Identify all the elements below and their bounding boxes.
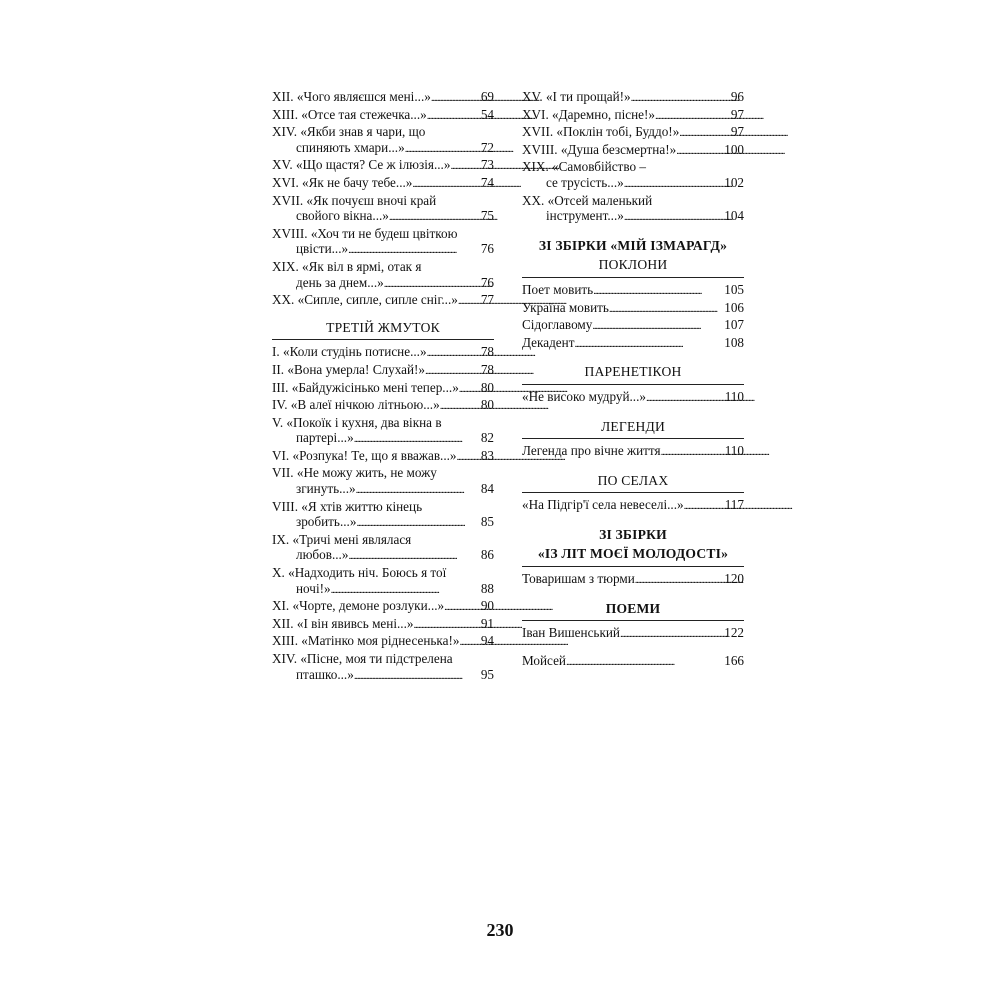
toc-page-number: 110 [724,388,744,404]
toc-entry-title-line: VII. «Не можу жить, не можу [272,465,437,481]
toc-entry-title: XII. «Чого являєшся мені...» [272,89,431,104]
toc-entry-title: ночі!» [296,580,331,596]
dot-leader [679,124,730,142]
toc-list-continued [522,89,744,226]
toc-entry-title: VI. «Розпука! Те, що я вважав...» [272,447,457,463]
heading-rule [522,384,744,385]
toc-entry [522,653,744,671]
toc-entry-title: партері...» [296,430,354,446]
toc-entry-row [272,157,494,175]
dot-leader [684,497,724,515]
toc-entry [272,565,494,598]
toc-entry-row [272,547,494,565]
toc-page-number: 96 [730,89,744,104]
toc-entry-row [522,107,744,125]
toc-entry-title: Поет мовить [522,281,594,297]
toc-list-lehendy [522,443,744,461]
section-heading-z-lit-2: «ІЗ ЛІТ МОЄЇ МОЛОДОСТІ» [537,546,729,562]
dot-leader [354,667,480,685]
toc-list-po-selakh [522,497,744,515]
toc-entry-row [272,275,494,293]
toc-entry-title-line: XIX. «Як віл в ярмі, отак я [272,258,422,274]
toc-right-column [522,89,744,670]
toc-page-number: 95 [480,666,494,682]
toc-entry-row [272,430,494,448]
toc-entry-title: XVI. «Даремно, пісне!» [522,106,655,122]
toc-entry [522,317,744,335]
dot-leader [635,571,723,589]
toc-page-number: 97 [730,106,744,122]
toc-page-number: 83 [480,447,494,463]
toc-entry-title: день за днем...» [296,274,384,290]
toc-left-column [272,89,494,684]
toc-entry-row [522,175,744,193]
subheading-lehendy: ЛЕГЕНДИ [601,418,665,434]
heading-rule [272,339,494,340]
toc-entry-title: Декадент [522,334,575,350]
toc-entry [522,300,744,318]
toc-entry-title: XX. «Сипле, сипле, сипле сніг...» [272,292,458,308]
toc-page-number: 94 [480,633,494,649]
section-heading-izmarahd: ЗІ ЗБІРКИ «МІЙ ІЗМАРАГД» [538,237,728,253]
toc-entry-row [272,380,494,398]
dot-leader [427,344,480,362]
toc-entry [272,465,494,498]
toc-page-number: 105 [724,281,744,297]
toc-entry-title: Мойсей [522,652,566,668]
toc-entry-title: Україна мовить [522,299,609,315]
dot-leader [354,430,480,448]
toc-page-number: 85 [480,514,494,530]
toc-entry-row [272,448,494,466]
toc-entry [522,107,744,125]
toc-entry-title: спиняють хмари...» [296,139,405,155]
toc-entry-title: Товаришам з тюрми [522,571,635,587]
toc-page-number: 88 [480,580,494,596]
toc-entry [272,107,494,125]
dot-leader [457,448,480,466]
toc-entry-title-line: X. «Надходить ніч. Боюсь я тої [272,565,447,581]
dot-leader [444,598,480,616]
toc-page-number: 72 [480,139,494,155]
toc-entry [272,175,494,193]
dot-leader [620,625,723,643]
toc-entry-title: XVI. «Як не бачу тебе...» [272,174,413,190]
toc-entry-title: свойого вікна...» [296,208,389,224]
dot-leader [384,275,480,293]
toc-page-number: 166 [724,652,744,668]
toc-entry-row [522,443,744,461]
toc-entry-row [272,667,494,685]
toc-page-number: 91 [480,615,494,631]
toc-entry [272,598,494,616]
toc-entry [272,633,494,651]
toc-entry-title-line: XIV. «Якби знав я чари, що [272,124,426,140]
toc-entry-title: III. «Байдужісінько мені тепер...» [272,379,459,395]
toc-entry-title-line: XVII. «Як почуєш вночі край [272,192,437,208]
toc-page-number: 117 [724,497,744,513]
toc-entry-row [272,344,494,362]
dot-leader [414,616,480,634]
toc-list-poemy [522,625,744,670]
toc-page-number: 84 [480,481,494,497]
toc-entry-title: інструмент...» [546,208,624,224]
heading-rule [522,277,744,278]
toc-entry [522,625,744,643]
toc-page-number: 120 [724,571,744,587]
toc-entry-title: IV. «В алеї нічкою літньою...» [272,397,440,413]
toc-entry-row [272,362,494,380]
dot-leader [427,107,480,125]
toc-page-number: 69 [480,89,494,104]
toc-entry [522,571,744,589]
toc-entry-title: XV. «Що щастя? Се ж ілюзія...» [272,157,451,173]
toc-entry-row [272,633,494,651]
dot-leader [348,241,480,259]
toc-entry-title-line: XVIII. «Хоч ти не будеш цвіткою [272,225,458,241]
toc-entry [272,226,494,259]
subheading-pokloni: ПОКЛОНИ [598,257,668,273]
toc-entry [272,448,494,466]
toc-entry-title: Сідоглавому [522,317,593,333]
toc-entry-title: цвісти...» [296,241,349,257]
dot-leader [425,362,480,380]
toc-entry [522,282,744,300]
toc-entry-title: XVII. «Поклін тобі, Буддо!» [522,124,680,140]
toc-page-number: 82 [480,430,494,446]
dot-leader [592,317,723,335]
toc-entry-title: XVIII. «Душа безсмертна!» [522,141,677,157]
toc-entry-title: XI. «Чорте, демоне розлуки...» [272,598,445,614]
toc-entry [272,292,494,310]
dot-leader [624,208,723,226]
toc-entry-title: «Не високо мудруй...» [522,388,646,404]
dot-leader [609,300,723,318]
toc-entry-row [272,616,494,634]
subheading-parenetikon: ПАРЕНЕТІКОН [584,364,682,380]
dot-leader [331,581,480,599]
dot-leader [676,142,723,160]
subheading-po-selakh: ПО СЕЛАХ [597,472,669,488]
toc-entry-title: се трусість...» [546,174,624,190]
toc-page-number: 104 [724,208,744,224]
toc-entry-row [522,625,744,643]
toc-entry-title: згинуть...» [296,481,356,497]
toc-page-number: 110 [724,443,744,459]
section-heading-z-lit-1: ЗІ ЗБІРКИ [599,526,667,542]
toc-entry-title: «На Підгір'ї села невеселі...» [522,497,684,513]
toc-entry-title-line: XIV. «Пісне, моя ти підстрелена [272,651,453,666]
dot-leader [624,175,723,193]
toc-entry-row [522,282,744,300]
toc-entry-title: Іван Вишенський [522,625,620,641]
toc-entry-row [522,497,744,515]
toc-list-z-lit [522,571,744,589]
toc-entry-title-line: V. «Покоїк і кухня, два вікна в [272,414,442,430]
heading-rule [522,566,744,567]
toc-entry-title: любов...» [296,547,349,563]
dot-leader [646,389,724,407]
toc-page-number: 54 [480,106,494,122]
toc-page-number: 75 [480,208,494,224]
toc-entry [522,142,744,160]
toc-entry [272,499,494,532]
toc-entry [522,335,744,353]
toc-entry [522,89,744,107]
dot-leader [655,107,730,125]
heading-rule [522,620,744,621]
toc-page-number: 74 [480,174,494,190]
dot-leader [459,633,479,651]
toc-entry [522,443,744,461]
toc-entry-row [272,140,494,158]
toc-entry-row [272,581,494,599]
toc-entry-row [272,208,494,226]
dot-leader [458,292,480,310]
toc-page-number: 100 [724,141,744,157]
toc-page-number: 90 [480,598,494,614]
toc-entry-row [522,89,744,107]
toc-entry-title: XIII. «Отсе тая стежечка...» [272,106,427,122]
toc-entry [272,362,494,380]
toc-page-number: 73 [480,157,494,173]
toc-entry-row [522,142,744,160]
toc-page-number: 108 [724,334,744,350]
toc-entry-row [272,292,494,310]
heading-rule [522,492,744,493]
toc-list-third-bunch [272,344,494,684]
toc-entry [272,89,494,107]
dot-leader [405,140,480,158]
toc-entry-title: XIII. «Матінко моя ріднесенька!» [272,633,460,649]
dot-leader [348,547,479,565]
toc-page-number: 122 [724,625,744,641]
toc-entry [522,159,744,192]
toc-page-number: 76 [480,274,494,290]
toc-entry-row [522,653,744,671]
toc-page-number: 78 [480,361,494,377]
toc-entry [272,415,494,448]
toc-entry-row [272,514,494,532]
toc-entry-row [272,107,494,125]
dot-leader [574,335,723,353]
section-heading-poemy: ПОЕМИ [605,600,661,616]
dot-leader [412,175,479,193]
toc-page-number: 107 [724,317,744,333]
toc-entry-row [272,397,494,415]
toc-entry-title: XV. «І ти прощай!» [522,89,631,104]
toc-entry [272,651,494,684]
toc-entry [272,193,494,226]
toc-page-number: 102 [724,174,744,190]
dot-leader [356,514,479,532]
toc-entry-row [272,598,494,616]
toc-list-second-bunch [272,89,494,310]
section-heading-third-bunch: ТРЕТІЙ ЖМУТОК [326,319,440,335]
toc-entry [522,193,744,226]
dot-leader [356,481,480,499]
toc-entry-title: XII. «І він явивсь мені...» [272,615,414,631]
toc-entry [522,497,744,515]
dot-leader [593,282,723,300]
toc-page-number: 86 [480,547,494,563]
toc-entry-title: I. «Коли студінь потисне...» [272,344,427,360]
toc-entry-title-line: VIII. «Я хтів життю кінець [272,498,423,514]
dot-leader [661,443,724,461]
toc-entry-row [522,335,744,353]
toc-entry-title-line: XIX. «Самовбійство – [522,159,646,175]
toc-entry-title: Легенда про вічне життя [522,443,661,459]
toc-entry [272,259,494,292]
toc-entry-row [272,175,494,193]
dot-leader [450,157,479,175]
dot-leader [440,397,480,415]
toc-page-number: 106 [724,299,744,315]
toc-page-number: 80 [480,379,494,395]
toc-entry [272,397,494,415]
toc-page-number: 78 [480,344,494,360]
toc-entry-title: II. «Вона умерла! Слухай!» [272,361,426,377]
dot-leader [631,89,730,107]
toc-page-number: 77 [480,292,494,308]
toc-entry [272,157,494,175]
toc-entry-row [272,89,494,107]
toc-entry [272,380,494,398]
toc-entry-title-line: IX. «Тричі мені являлася [272,531,412,547]
toc-entry-row [522,300,744,318]
dot-leader [459,380,480,398]
toc-entry-row [522,571,744,589]
toc-entry-row [272,241,494,259]
dot-leader [389,208,480,226]
toc-entry [272,124,494,157]
toc-page-number: 76 [480,241,494,257]
dot-leader [431,89,480,107]
toc-entry [272,532,494,565]
toc-entry-row [522,317,744,335]
toc-entry-row [522,208,744,226]
page-number: 230 [486,920,514,940]
heading-rule [522,438,744,439]
toc-entry-row [522,389,744,407]
toc-page-number: 80 [480,397,494,413]
toc-entry [522,124,744,142]
toc-page-number: 97 [730,124,744,140]
toc-entry-title: зробить...» [296,514,357,530]
toc-entry [272,616,494,634]
toc-entry-row [272,481,494,499]
toc-list-parenetikon [522,389,744,407]
dot-leader [566,653,723,671]
toc-entry-row [522,124,744,142]
toc-entry [522,389,744,407]
toc-entry-title-line: XX. «Отсей маленький [522,192,653,208]
toc-entry [272,344,494,362]
toc-entry-title: пташко...» [296,666,354,682]
toc-list-pokloni [522,282,744,352]
